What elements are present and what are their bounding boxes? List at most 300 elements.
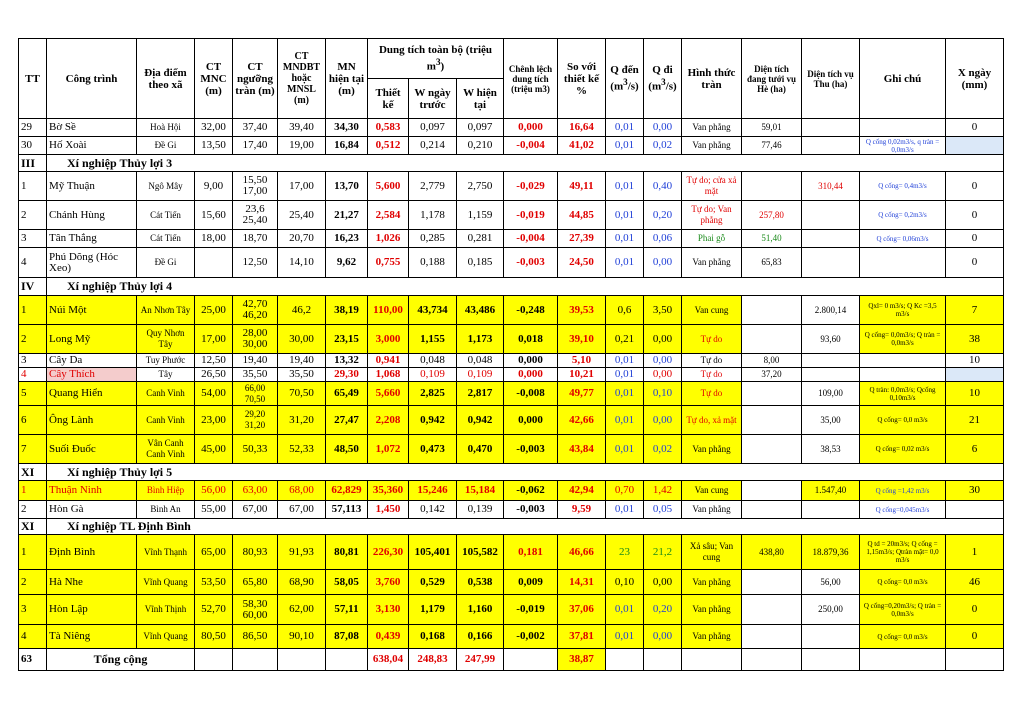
row-w-truoc: 2,779 — [409, 172, 457, 201]
tran-bottom: 17,00 — [242, 185, 268, 197]
row-mnc: 13,50 — [195, 137, 233, 155]
row-mnc: 18,00 — [195, 230, 233, 248]
row-q-di: 0,10 — [644, 382, 682, 406]
row-dien-tich-thu — [802, 368, 860, 382]
tran-bottom: 31,20 — [244, 420, 266, 430]
row-q-den: 0,70 — [606, 481, 644, 501]
total-count: 63 — [19, 649, 47, 671]
row-name: Tân Thắng — [47, 230, 137, 248]
row-w-hien-tai: 0,166 — [457, 625, 504, 649]
section-number: XI — [19, 464, 47, 481]
row-x-ngay: 0 — [946, 248, 1004, 278]
row-dien-tich-he: 257,80 — [742, 201, 802, 230]
q-den-label: Q đến (m — [610, 64, 639, 93]
row-mndbt: 68,00 — [278, 481, 326, 501]
row-w-hien-tai: 0,281 — [457, 230, 504, 248]
row-w-truoc: 43,734 — [409, 296, 457, 325]
row-name: Hà Nhe — [47, 570, 137, 595]
row-mnc: 80,50 — [195, 625, 233, 649]
row-mnc: 25,00 — [195, 296, 233, 325]
row-tran: 86,50 — [233, 625, 278, 649]
col-ct-nguong-tran: CT ngưỡng tràn (m) — [233, 39, 278, 119]
row-q-den: 0,01 — [606, 595, 644, 625]
row-hinh-thuc: Tự do — [682, 325, 742, 354]
table-row — [19, 119, 1004, 137]
table-row — [19, 368, 1004, 382]
row-q-den: 0,01 — [606, 248, 644, 278]
row-q-di: 0,00 — [644, 368, 682, 382]
row-dien-tich-thu: 38,53 — [802, 435, 860, 464]
row-mnc: 45,00 — [195, 435, 233, 464]
row-note — [860, 248, 946, 278]
row-mndbt: 52,33 — [278, 435, 326, 464]
row-thiet-ke: 1,072 — [368, 435, 409, 464]
row-name: Quang Hiển — [47, 382, 137, 406]
row-hinh-thuc: Van phẳng — [682, 595, 742, 625]
tran-top: 29,20 — [244, 409, 266, 419]
row-mnc: 17,00 — [195, 325, 233, 354]
row-w-hien-tai: 0,942 — [457, 406, 504, 435]
row-percent: 43,84 — [558, 435, 606, 464]
row-mn: 13,70 — [326, 172, 368, 201]
row-mn: 57,11 — [326, 595, 368, 625]
row-q-den: 0,01 — [606, 435, 644, 464]
row-q-di: 21,2 — [644, 535, 682, 570]
row-percent: 27,39 — [558, 230, 606, 248]
table-row — [19, 570, 1004, 595]
row-percent: 10,21 — [558, 368, 606, 382]
row-mnc: 9,00 — [195, 172, 233, 201]
table-row — [19, 201, 1004, 230]
row-thiet-ke: 1,026 — [368, 230, 409, 248]
row-percent: 49,11 — [558, 172, 606, 201]
row-q-di: 0,00 — [644, 325, 682, 354]
row-tran: 65,80 — [233, 570, 278, 595]
row-dien-tich-he — [742, 595, 802, 625]
row-mn: 65,49 — [326, 382, 368, 406]
total-empty — [233, 649, 278, 671]
row-x-ngay: 0 — [946, 230, 1004, 248]
row-name: Mỹ Thuận — [47, 172, 137, 201]
row-dien-tich-he — [742, 296, 802, 325]
row-mnc: 23,00 — [195, 406, 233, 435]
total-row — [19, 649, 1004, 671]
section-number: III — [19, 155, 47, 172]
row-chenh-lech: -0,003 — [504, 248, 558, 278]
row-x-ngay: 0 — [946, 172, 1004, 201]
row-thiet-ke: 3,760 — [368, 570, 409, 595]
row-percent: 5,10 — [558, 354, 606, 368]
row-tt: 5 — [19, 382, 47, 406]
row-mndbt: 30,00 — [278, 325, 326, 354]
row-thiet-ke: 5,600 — [368, 172, 409, 201]
row-note: Q cống 0,02m3/s, q tràn = 0,0m3/s — [860, 137, 946, 155]
row-thiet-ke: 2,208 — [368, 406, 409, 435]
row-percent: 49,77 — [558, 382, 606, 406]
dung-tich-close: ) — [440, 60, 445, 73]
row-tt: 7 — [19, 435, 47, 464]
q-di-unit: /s) — [665, 80, 677, 93]
section-row — [19, 278, 1004, 296]
row-mn: 9,62 — [326, 248, 368, 278]
section-title: Xí nghiệp Thủy lợi 3 — [47, 155, 1004, 172]
table-row — [19, 172, 1004, 201]
col-w-hien-tai: W hiện tại — [457, 79, 504, 119]
row-percent: 9,59 — [558, 501, 606, 519]
table-row — [19, 382, 1004, 406]
row-hinh-thuc: Van phẳng — [682, 119, 742, 137]
total-empty — [326, 649, 368, 671]
row-thiet-ke: 1,450 — [368, 501, 409, 519]
row-mndbt: 25,40 — [278, 201, 326, 230]
row-q-di: 0,00 — [644, 354, 682, 368]
col-so-voi-tk: So với thiết kế % — [558, 39, 606, 119]
row-w-truoc: 0,109 — [409, 368, 457, 382]
row-chenh-lech: -0,004 — [504, 137, 558, 155]
row-q-di: 0,00 — [644, 625, 682, 649]
row-q-den: 0,01 — [606, 368, 644, 382]
tran-bottom: 30,00 — [242, 338, 268, 350]
col-ct-mndbt: CT MNDBT hoặc MNSL (m) — [278, 39, 326, 119]
total-empty — [682, 649, 742, 671]
row-w-hien-tai: 43,486 — [457, 296, 504, 325]
row-chenh-lech: -0,004 — [504, 230, 558, 248]
row-dien-tich-thu: 18.879,36 — [802, 535, 860, 570]
row-thiet-ke: 35,360 — [368, 481, 409, 501]
row-name: Tà Niêng — [47, 625, 137, 649]
row-q-di: 0,05 — [644, 501, 682, 519]
row-w-truoc: 0,285 — [409, 230, 457, 248]
total-empty — [195, 649, 233, 671]
row-mn: 29,30 — [326, 368, 368, 382]
row-name: Núi Một — [47, 296, 137, 325]
row-mnc: 54,00 — [195, 382, 233, 406]
row-mnc: 15,60 — [195, 201, 233, 230]
row-percent: 44,85 — [558, 201, 606, 230]
row-chenh-lech: -0,003 — [504, 435, 558, 464]
row-q-di: 1,42 — [644, 481, 682, 501]
row-name: Thuận Ninh — [47, 481, 137, 501]
row-chenh-lech: -0,019 — [504, 595, 558, 625]
row-dien-tich-he: 8,00 — [742, 354, 802, 368]
row-chenh-lech: -0,002 — [504, 625, 558, 649]
row-chenh-lech: 0,000 — [504, 368, 558, 382]
row-percent: 46,66 — [558, 535, 606, 570]
col-chenh-lech: Chênh lệch dung tích (triệu m3) — [504, 39, 558, 119]
row-x-ngay: 30 — [946, 481, 1004, 501]
row-w-hien-tai: 1,173 — [457, 325, 504, 354]
row-note — [860, 119, 946, 137]
col-q-den — [606, 39, 644, 119]
row-dien-tich-he — [742, 570, 802, 595]
row-thiet-ke: 5,660 — [368, 382, 409, 406]
tran-top: 42,70 — [242, 298, 268, 310]
row-w-truoc: 0,142 — [409, 501, 457, 519]
row-x-ngay — [946, 501, 1004, 519]
row-name: Phú Dõng (Hóc Xeo) — [47, 248, 137, 278]
col-dung-tich — [368, 39, 504, 79]
row-location: Canh Vinh — [137, 406, 195, 435]
row-dien-tich-thu: 310,44 — [802, 172, 860, 201]
row-x-ngay: 38 — [946, 325, 1004, 354]
row-hinh-thuc: Tự do — [682, 382, 742, 406]
row-location: Vĩnh Quang — [137, 570, 195, 595]
row-percent: 37,81 — [558, 625, 606, 649]
row-chenh-lech: -0,008 — [504, 382, 558, 406]
row-tt: 2 — [19, 325, 47, 354]
section-number: IV — [19, 278, 47, 296]
row-dien-tich-thu — [802, 248, 860, 278]
col-cong-trinh: Công trình — [47, 39, 137, 119]
reservoir-status-table — [18, 38, 1004, 671]
row-dien-tich-thu: 56,00 — [802, 570, 860, 595]
tran-bottom: 70,50 — [244, 393, 266, 404]
row-tran: 67,00 — [233, 501, 278, 519]
row-tran: 37,40 — [233, 119, 278, 137]
row-w-truoc: 1,178 — [409, 201, 457, 230]
table-row — [19, 435, 1004, 464]
row-mn: 57,113 — [326, 501, 368, 519]
row-location: Cát Tiến — [137, 230, 195, 248]
row-chenh-lech: -0,029 — [504, 172, 558, 201]
row-tt: 1 — [19, 481, 47, 501]
total-empty — [644, 649, 682, 671]
row-dien-tich-he: 438,80 — [742, 535, 802, 570]
row-chenh-lech: 0,181 — [504, 535, 558, 570]
section-title: Xí nghiệp Thủy lợi 5 — [47, 464, 1004, 481]
row-mndbt: 90,10 — [278, 625, 326, 649]
row-thiet-ke: 0,512 — [368, 137, 409, 155]
row-mn: 16,84 — [326, 137, 368, 155]
row-name: Hố Xoài — [47, 137, 137, 155]
row-tran: 80,93 — [233, 535, 278, 570]
row-q-di: 0,02 — [644, 137, 682, 155]
row-tran — [233, 201, 278, 230]
row-chenh-lech: -0,003 — [504, 501, 558, 519]
row-mndbt: 19,40 — [278, 354, 326, 368]
table-row — [19, 535, 1004, 570]
row-thiet-ke: 3,000 — [368, 325, 409, 354]
row-x-ngay: 6 — [946, 435, 1004, 464]
row-tt: 2 — [19, 501, 47, 519]
total-empty — [802, 649, 860, 671]
col-ct-mnc: CT MNC (m) — [195, 39, 233, 119]
row-q-di: 0,20 — [644, 201, 682, 230]
row-w-hien-tai: 2,817 — [457, 382, 504, 406]
row-tran — [233, 595, 278, 625]
row-hinh-thuc: Van phẳng — [682, 137, 742, 155]
row-dien-tich-thu: 35,00 — [802, 406, 860, 435]
row-dien-tich-he: 51,40 — [742, 230, 802, 248]
row-q-di: 0,02 — [644, 435, 682, 464]
row-location: Vĩnh Quang — [137, 625, 195, 649]
col-hinh-thuc-tran: Hình thức tràn — [682, 39, 742, 119]
row-w-hien-tai: 15,184 — [457, 481, 504, 501]
row-percent: 37,06 — [558, 595, 606, 625]
row-location: Bình An — [137, 501, 195, 519]
section-row — [19, 464, 1004, 481]
row-q-den: 0,6 — [606, 296, 644, 325]
tran-top: 23,6 — [245, 203, 265, 215]
row-tt: 3 — [19, 230, 47, 248]
row-tran: 18,70 — [233, 230, 278, 248]
row-tran — [233, 296, 278, 325]
row-tt: 1 — [19, 172, 47, 201]
total-empty — [946, 649, 1004, 671]
table-row — [19, 625, 1004, 649]
tran-top: 28,00 — [242, 327, 268, 339]
row-w-truoc: 0,168 — [409, 625, 457, 649]
row-percent: 41,02 — [558, 137, 606, 155]
row-mnc: 32,00 — [195, 119, 233, 137]
row-hinh-thuc: Tự do; Van phẳng — [682, 201, 742, 230]
row-w-hien-tai: 1,159 — [457, 201, 504, 230]
row-name: Hòn Gà — [47, 501, 137, 519]
row-w-hien-tai: 0,109 — [457, 368, 504, 382]
row-mn: 58,05 — [326, 570, 368, 595]
row-note: Qxl= 0 m3/s; Q Kc =3,5 m3/s — [860, 296, 946, 325]
q-di-label: Q đi (m — [648, 64, 673, 93]
col-tt: TT — [19, 39, 47, 119]
row-mndbt: 67,00 — [278, 501, 326, 519]
row-thiet-ke: 3,130 — [368, 595, 409, 625]
row-hinh-thuc: Van phẳng — [682, 570, 742, 595]
row-mndbt: 20,70 — [278, 230, 326, 248]
row-w-truoc: 0,942 — [409, 406, 457, 435]
row-w-hien-tai: 105,582 — [457, 535, 504, 570]
row-w-hien-tai: 0,538 — [457, 570, 504, 595]
row-tran: 19,40 — [233, 354, 278, 368]
row-q-den: 0,01 — [606, 230, 644, 248]
row-x-ngay: 10 — [946, 382, 1004, 406]
row-q-den: 0,01 — [606, 172, 644, 201]
row-q-den: 0,21 — [606, 325, 644, 354]
row-note: Q cống= 0,2m3/s — [860, 201, 946, 230]
row-note: Q cống= 0,02 m3/s — [860, 435, 946, 464]
row-note: Q cống= 0,4m3/s — [860, 172, 946, 201]
row-location: Đề Gi — [137, 137, 195, 155]
table-row — [19, 137, 1004, 155]
row-dien-tich-he — [742, 406, 802, 435]
section-row — [19, 519, 1004, 535]
row-hinh-thuc: Van phẳng — [682, 248, 742, 278]
row-q-di: 0,00 — [644, 248, 682, 278]
row-mndbt: 39,40 — [278, 119, 326, 137]
col-dien-tich-thu: Diện tích vụ Thu (ha) — [802, 39, 860, 119]
row-name: Chánh Hùng — [47, 201, 137, 230]
row-mn: 62,829 — [326, 481, 368, 501]
row-location: Ngô Mây — [137, 172, 195, 201]
row-name: Hòn Lập — [47, 595, 137, 625]
q-den-sup: 3 — [623, 77, 628, 88]
total-thiet-ke: 638,04 — [368, 649, 409, 671]
row-q-di: 0,00 — [644, 570, 682, 595]
row-dien-tich-thu: 109,00 — [802, 382, 860, 406]
row-w-hien-tai: 1,160 — [457, 595, 504, 625]
row-mn: 13,32 — [326, 354, 368, 368]
row-location: Vĩnh Thạnh — [137, 535, 195, 570]
row-w-truoc: 2,825 — [409, 382, 457, 406]
row-q-den: 0,01 — [606, 201, 644, 230]
row-w-truoc: 105,401 — [409, 535, 457, 570]
row-tt: 3 — [19, 354, 47, 368]
row-location: Cát Tiến — [137, 201, 195, 230]
row-tt: 4 — [19, 625, 47, 649]
row-percent: 39,53 — [558, 296, 606, 325]
row-percent: 42,66 — [558, 406, 606, 435]
col-dia-diem: Địa điểm theo xã — [137, 39, 195, 119]
row-hinh-thuc: Tự do — [682, 368, 742, 382]
row-thiet-ke: 110,00 — [368, 296, 409, 325]
total-empty — [606, 649, 644, 671]
row-hinh-thuc: Van cung — [682, 481, 742, 501]
row-location: Bình Hiệp — [137, 481, 195, 501]
col-x-ngay: X ngày (mm) — [946, 39, 1004, 119]
row-x-ngay: 0 — [946, 625, 1004, 649]
dung-tich-sup: 3 — [435, 57, 441, 68]
row-dien-tich-he — [742, 435, 802, 464]
table-row — [19, 481, 1004, 501]
row-location: Canh Vinh — [137, 382, 195, 406]
row-dien-tich-he — [742, 481, 802, 501]
q-den-unit: /s) — [627, 80, 639, 93]
row-chenh-lech: 0,009 — [504, 570, 558, 595]
section-number: XI — [19, 519, 47, 535]
row-dien-tich-thu — [802, 137, 860, 155]
row-mndbt: 31,20 — [278, 406, 326, 435]
table-row — [19, 501, 1004, 519]
row-q-di: 0,20 — [644, 595, 682, 625]
tran-bottom: 46,20 — [242, 309, 268, 321]
row-q-den: 23 — [606, 535, 644, 570]
row-w-hien-tai: 0,185 — [457, 248, 504, 278]
row-q-di: 0,00 — [644, 119, 682, 137]
row-percent: 14,31 — [558, 570, 606, 595]
row-mn: 23,15 — [326, 325, 368, 354]
total-empty — [278, 649, 326, 671]
row-name: Cây Da — [47, 354, 137, 368]
row-w-truoc: 0,473 — [409, 435, 457, 464]
row-thiet-ke: 0,941 — [368, 354, 409, 368]
row-chenh-lech: -0,019 — [504, 201, 558, 230]
row-location: Quy Nhơn Tây — [137, 325, 195, 354]
section-row — [19, 155, 1004, 172]
col-q-di — [644, 39, 682, 119]
row-dien-tich-he — [742, 325, 802, 354]
row-dien-tich-he — [742, 501, 802, 519]
row-mn: 87,08 — [326, 625, 368, 649]
row-dien-tich-thu — [802, 230, 860, 248]
table-row — [19, 325, 1004, 354]
row-location: Đề Gi — [137, 248, 195, 278]
row-w-truoc: 1,155 — [409, 325, 457, 354]
row-mnc: 53,50 — [195, 570, 233, 595]
row-x-ngay: 10 — [946, 354, 1004, 368]
row-w-truoc: 0,188 — [409, 248, 457, 278]
row-note: Q cống= 0,0m3/s; Q tràn = 0,0m3/s — [860, 325, 946, 354]
row-dien-tich-thu — [802, 119, 860, 137]
row-hinh-thuc: Van phẳng — [682, 435, 742, 464]
row-tran — [233, 172, 278, 201]
row-chenh-lech: -0,062 — [504, 481, 558, 501]
row-hinh-thuc: Van phẳng — [682, 501, 742, 519]
row-tran: 63,00 — [233, 481, 278, 501]
row-note — [860, 354, 946, 368]
location-bottom: Canh Vinh — [146, 449, 185, 459]
row-chenh-lech: 0,000 — [504, 354, 558, 368]
table-body — [19, 119, 1004, 671]
row-tt: 30 — [19, 137, 47, 155]
